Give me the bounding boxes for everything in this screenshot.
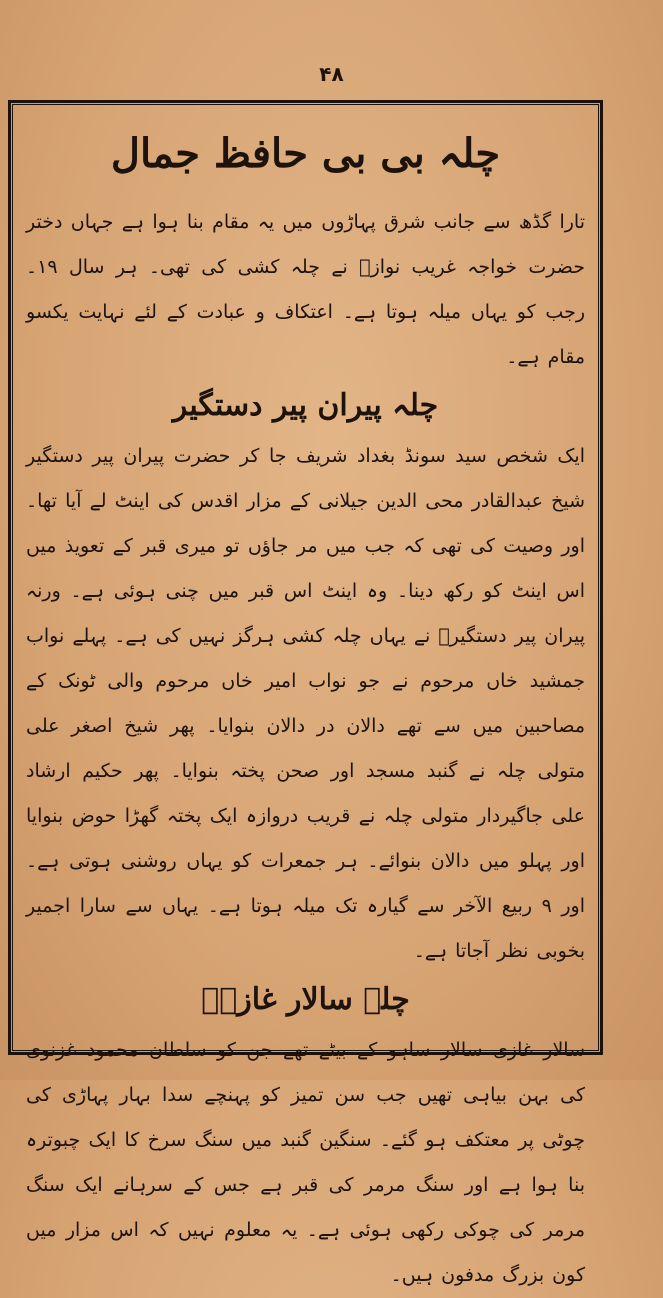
section-title-bibi-hafiz-jamal: چلہ بی بی حافظ جمال bbox=[110, 130, 501, 177]
page-number: ۴۸ bbox=[319, 62, 344, 86]
section-title-piran-pir-dastgir: چلہ پیران پیر دستگیر bbox=[172, 388, 439, 423]
section-paragraph-piran-pir-dastgir: ایک شخص سید سونڈ بغداد شریف جا کر حضرت پیران پیر دستگیر شیخ عبدالقادر محی الدین جیلانی کے مزار اقدس کی اینٹ لے آیا تھا۔ اور وصیت کی تھی کہ جب میں مر جاؤں تو میری قبر کے تعویذ میں اس اینٹ کو رکھ دینا۔ وہ اینٹ اس قبر میں چنی ہوئی ہے۔ ورنہ پیران پیر دستگیرؒ نے یہاں چلہ کشی ہرگز نہیں کی ہے۔ پہلے نواب جمشید خاں مرحوم نے جو نواب امیر خاں مرحوم والی ٹونک کے مصاحبین میں سے تھے دالان در دالان بنوایا۔ پھر شیخ اصغر علی متولی چلہ نے گنبد مسجد اور صحن پختہ بنوایا۔ پھر حکیم ارشاد علی جاگیردار متولی چلہ نے قریب دروازہ ایک پختہ گھڑا حوض بنوایا اور پہلو میں دالان بنوائے۔ ہر جمعرات کو یہاں روشنی ہوتی ہے۔ اور ۹ ربیع الآخر سے گیارہ تک میلہ ہوتا ہے۔ یہاں سے سارا اجمیر بخوبی نظر آجاتا ہے۔ bbox=[26, 445, 586, 962]
section-paragraph-bibi-hafiz-jamal: تارا گڈھ سے جانب شرق پہاڑوں میں یہ مقام بنا ہوا ہے جہاں دختر حضرت خواجہ غریب نوازؒ نے چلہ کشی کی تھی۔ ہر سال ۱۹۔ رجب کو یہاں میلہ ہوتا ہے۔ اعتکاف و عبادت کے لئے نہایت یکسو مقام ہے۔ bbox=[26, 211, 585, 368]
section-paragraph-salar-ghazi: سالار غازی سالار ساہو کے بیٹے تھے جن کو سلطان محمود غزنوی کی بہن بیاہی تھیں جب سن تمیز کو پہنچے سدا بہار پہاڑی کی چوٹی پر معتکف ہو گئے۔ سنگین گنبد میں سنگ سرخ کا ایک چبوترہ بنا ہوا ہے اور سنگ مرمر کی قبر ہے جس کے سرہانے ایک سنگ مرمر کی چوکی رکھی ہوئی ہے۔ یہ معلوم نہیں کہ اس مزار میں کون بزرگ مدفون ہیں۔ bbox=[26, 1039, 585, 1286]
section-title-salar-ghazi: چلہ سالار غازیؒ bbox=[201, 982, 410, 1017]
page-body bbox=[22, 118, 589, 1286]
